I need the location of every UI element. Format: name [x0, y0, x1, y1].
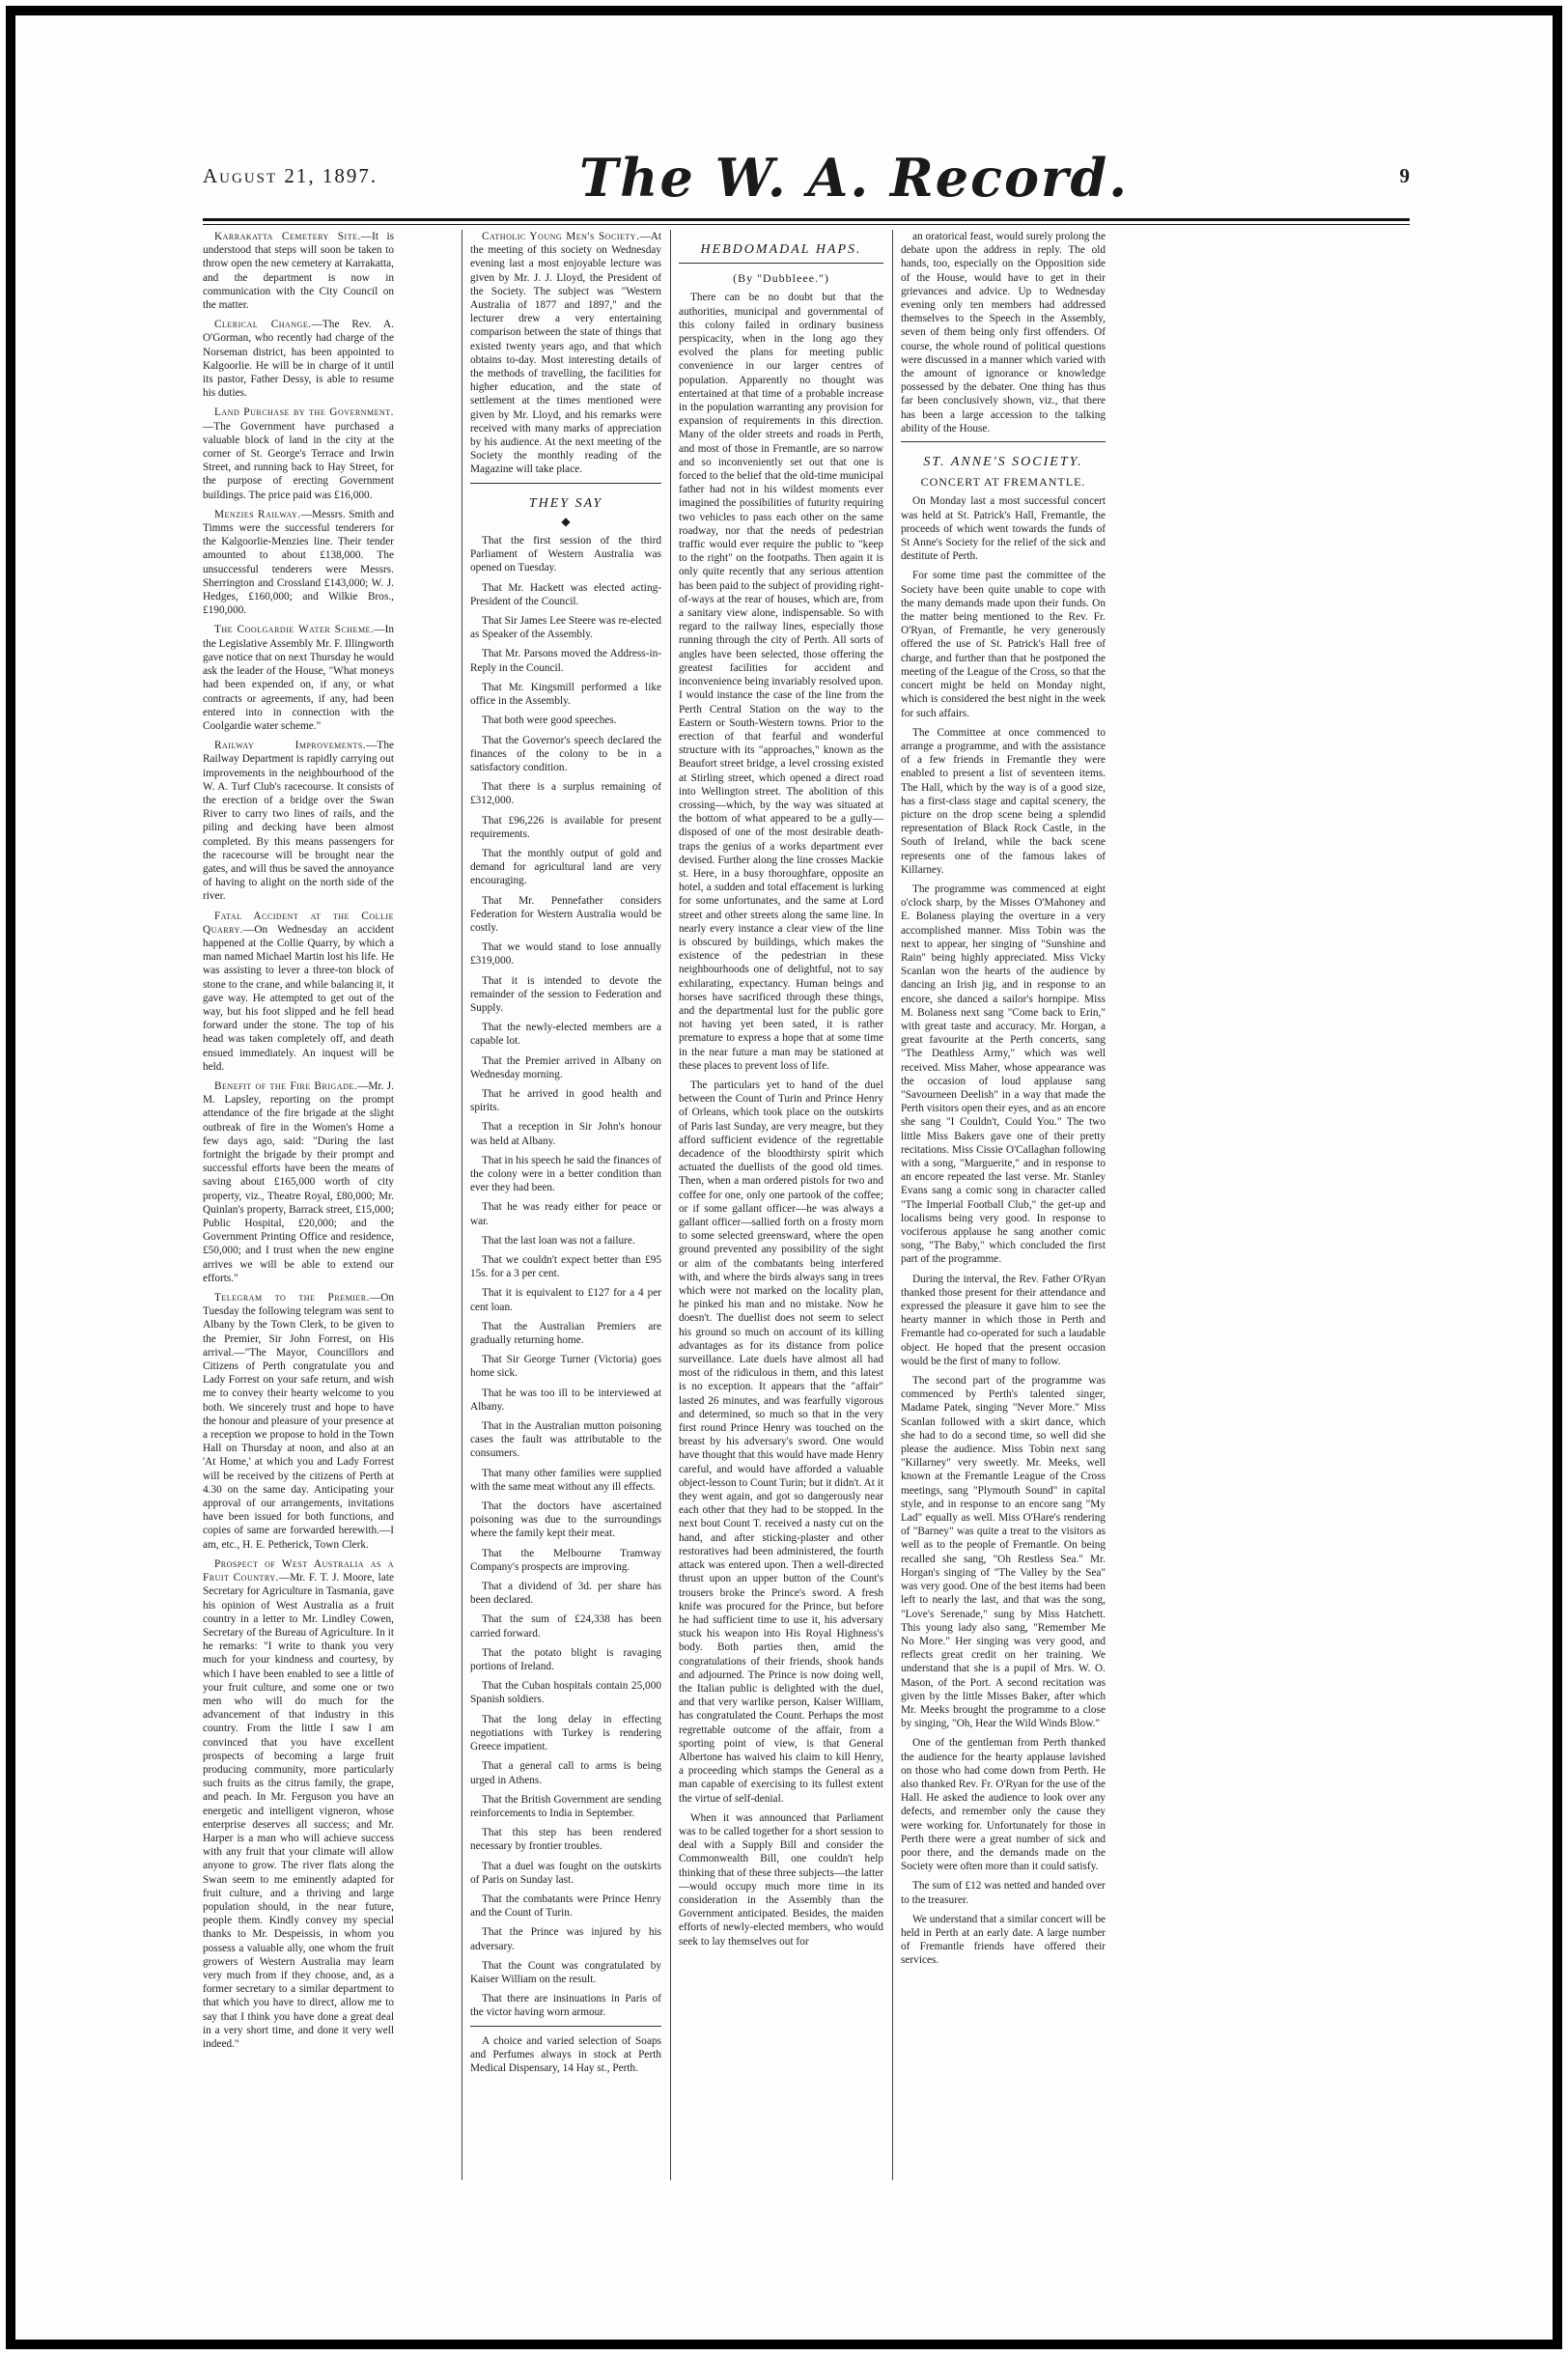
they-say-item: That both were good speeches. — [482, 715, 617, 727]
they-say-item: That we would stand to lose annually £319,000. — [470, 941, 661, 967]
they-say-item: That we couldn't expect better than £95 15s. for a 3 per cent. — [470, 1254, 661, 1280]
section-heading: ST. ANNE'S SOCIETY. — [923, 455, 1083, 470]
news-item-text: —At the meeting of this society on Wednesday evening last a most enjoyable lecture was given by Mr. J. J. Lloyd, the President of the Society. The subject was "Western Australia of 1877 and 1897," and the lecturer drew a very entertaining comparison between the state of things that existed twenty years ago, and that which obtains to-day. Most interesting details of the methods of travelling, the facilities for higher education, and the state of settlement at the times mentioned were given by Mr. Lloyd, and his remarks were received with many marks of appreciation by his audience. At the next meeting of the Society the monthly reading of the Magazine will take place. — [470, 231, 661, 476]
they-say-item: That Mr. Hackett was elected acting-President of the Council. — [470, 581, 661, 607]
they-say-item: That the monthly output of gold and demand for agricultural land are very encouraging. — [470, 847, 661, 887]
newspaper-title: The W. A. Record. — [579, 147, 1130, 209]
section-rule — [470, 2026, 661, 2027]
article-paragraph: The programme was commenced at eight o'clock sharp, by the Misses O'Mahoney and E. Bolaness playing the overture in a very accomplished manner. Miss Tobin was the next to appear, her singing of "Sunshine and Rain" being highly appreciated. Miss Vicky Scanlan won the hearts of the audience by dancing an Irish jig, and in response to an encore, she danced a sailor's hornpipe. Miss M. Bolaness next sang "Come back to Erin," with great taste and accuracy. Mr. Horgan, a great favourite at the Perth concerts, sang "The Deathless Army," which was well received. Miss Maher, whose appearance was the occasion of loud applause sang "Savourneen Deelish" in a way that made the Perth visitors open their eyes, and as an encore she sang "I Couldn't, Could You." The two little Miss Bakers gave one of their pretty recitations. Miss Cissie O'Callaghan following with a song, "Marguerite," and in response to an encore repeated the last verse. Mr. Stanley Evans sang a comic song in character called "The Imperial Football Club," the get-up and localisms being very good. In response to vociferous applause he sang another comic song, "The Baby," which concluded the first part of the programme. — [901, 883, 1106, 1266]
issue-date: August 21, 1897. — [203, 164, 378, 187]
news-item-heading: Fatal Accident at the Collie Quarry. — [203, 910, 394, 936]
column-4 — [901, 230, 1106, 2180]
byline: (By "Dubbleee.") — [733, 271, 829, 286]
article-paragraph: an oratorical feast, would surely prolong the debate upon the address in reply. The old hands, too, especially on the Opposition side of the House, would have to get in their grievances and advice. Up to Wednesday evening only ten members had addressed themselves to the Speech in the Assembly, seven of them being only first offenders. Of course, the whole round of political questions were discussed in a manner which varied with the amount of ignorance or knowledge possessed by the debater. One thing has thus far been conclusively shown, viz., that there has been a large accession to the talking ability of the House. — [901, 231, 1106, 435]
they-say-item: That there is a surplus remaining of £312,000. — [470, 781, 661, 807]
article-paragraph: For some time past the committee of the Society have been quite unable to cope with the many demands made upon their funds. On the matter being mentioned to the Rev. Fr. O'Ryan, of Fremantle, he very generously offered the use of St. Patrick's Hall free of charge, and further than that he postponed the meeting of the League of the Cross, so that the concert might be held on Monday night, which is considered the best night in the week for such affairs. — [901, 570, 1106, 719]
section-heading: THEY SAY — [528, 495, 603, 511]
article-paragraph: On Monday last a most successful concert was held at St. Patrick's Hall, Fremantle, the proceeds of which went towards the funds of St Anne's Society for the relief of the sick and destitute of Perth. — [901, 495, 1106, 563]
news-item-heading: Telegram to the Premier. — [214, 1292, 370, 1304]
they-say-item: That it is intended to devote the remainder of the session to Federation and Supply. — [470, 974, 661, 1014]
news-item — [203, 318, 394, 400]
article-paragraph: The sum of £12 was netted and handed over to the treasurer. — [901, 1880, 1106, 1906]
column-3 — [679, 230, 883, 2180]
news-item-heading: Karrakatta Cemetery Site. — [214, 231, 361, 242]
they-say-item: That the long delay in effecting negotiations with Turkey is rendering Greece impatient. — [470, 1713, 661, 1753]
they-say-item: That the Melbourne Tramway Company's prospects are improving. — [470, 1547, 661, 1573]
they-say-item: That £96,226 is available for present requirements. — [470, 814, 661, 840]
they-say-item: That a duel was fought on the outskirts of Paris on Sunday last. — [470, 1860, 661, 1886]
section-rule — [901, 441, 1106, 442]
they-say-item: That the newly-elected members are a capable lot. — [470, 1022, 661, 1048]
masthead-rule-thin — [203, 224, 1410, 225]
news-item-heading: Clerical Change. — [214, 319, 312, 331]
they-say-item: That it is equivalent to £127 for a 4 per cent loan. — [470, 1287, 661, 1313]
section-rule — [679, 263, 883, 264]
they-say-item: That Mr. Parsons moved the Address-in-Reply in the Council. — [470, 648, 661, 674]
they-say-item: That the Australian Premiers are gradually returning home. — [470, 1320, 661, 1347]
they-say-item: That Sir George Turner (Victoria) goes home sick. — [470, 1354, 661, 1380]
news-item — [470, 230, 661, 477]
they-say-item: That the Count was congratulated by Kaiser William on the result. — [470, 1959, 661, 1985]
they-say-item: That the first session of the third Parliament of Western Australia was opened on Tuesday. — [470, 535, 661, 575]
they-say-item: That he was too ill to be interviewed at Albany. — [470, 1387, 661, 1413]
they-say-item: That the British Government are sending reinforcements to India in September. — [470, 1793, 661, 1819]
they-say-item: That a general call to arms is being urged in Athens. — [470, 1760, 661, 1786]
article-paragraph: The Committee at once commenced to arrange a programme, and with the assistance of a few friends in Fremantle they were enabled to present a list of seventeen items. The Hall, which by the way is of a good size, has a first-class stage and capital scenery, the picture on the drop scene being a splendid representation of Black Rock Castle, in the South of Ireland, while the back scene represents one of the famous lakes of Killarney. — [901, 726, 1106, 876]
they-say-item: That he was ready either for peace or war. — [470, 1201, 661, 1227]
they-say-item: That the Governor's speech declared the finances of the colony to be in a satisfactory condition. — [470, 734, 661, 773]
section-subheading: CONCERT AT FREMANTLE. — [920, 475, 1086, 490]
they-say-item: That Sir James Lee Steere was re-elected as Speaker of the Assembly. — [470, 615, 661, 641]
column-1 — [203, 230, 394, 2180]
article-paragraph: There can be no doubt but that the authorities, municipal and governmental of this colony failed in ordinary business perspicacity, when in the long ago they evolved the plans for meeting public convenience in our larger centres of population. Apparently no thought was entertained at that time of a probable increase in the population warranting any provision for expansion of requirements in this direction. Many of the older streets and roads in Perth, and most of those in Fremantle, are so narrow and so inconveniently set out that one is forced to the belief that the old-time municipal father had not in his wildest moments ever imagined the possibilities of futurity requiring two vehicles to pass each other on the same roadway, nor that the needs of pedestrian traffic would ever require the public to "keep to the right" on the footpaths. Then again it is only quite recently that any serious attention has been paid to the subject of providing right-of-ways at the rear of houses, which are, from a sanitary view alone, indispensable. So with regard to the railway lines, especially those running through the city of Perth. All sorts of angles have been selected, those offering the greatest facilities for accident and inconvenience being invariably resolved upon. I would instance the case of the line from the Perth Central Station on the way to the Eastern or South-Western towns. Prior to the erection of that fearful and wonderful structure with its "approaches," known as the Beaufort street bridge, a level crossing existed at Stirling street, which opened a direct road into Wellington street. The abolition of this crossing—which, by the way was situated at the bottom of what appeared to be a gully—disposed of one of the most desirable death-traps the genius of a works department ever devised. Further along the line crosses Mackie st. Here, in a busy thoroughfare, opposite an hotel, a sudden and total effacement is lurking for some unfortunates, and the same at Lord street and other streets along the same line. In nearly every instance a clear view of the line is obscured by buildings, which makes the existence of the pedestrian in these neighbourhoods one of delightful, not to say exhilarating, expectancy. Human beings and horses have sacrificed through these things, and the departmental lust for the public gore not having yet been sated, it is rather premature to express a hope that at some time in the near future a man may be stationed at these places to prevent loss of life. — [679, 292, 883, 1072]
they-say-item: That the Premier arrived in Albany on Wednesday morning. — [470, 1054, 661, 1080]
news-item — [203, 1079, 394, 1285]
news-item — [203, 1557, 394, 2051]
they-say-item: That Mr. Kingsmill performed a like office in the Assembly. — [470, 681, 661, 708]
they-say-item: That in the Australian mutton poisoning cases the fault was attributable to the consumers. — [470, 1420, 661, 1460]
news-item-heading: The Coolgardie Water Scheme. — [214, 624, 375, 636]
they-say-item: That there are insinuations in Paris of the victor having worn armour. — [470, 1993, 661, 2019]
they-say-item: That a dividend of 3d. per share has been declared. — [470, 1581, 661, 1607]
news-item-text: —The Government have purchased a valuable block of land in the city at the corner of St. George's Terrace and Irwin Street, and running back to Hay Street, for the purpose of erecting Government buildings. The price paid was £16,000. — [203, 420, 394, 501]
they-say-item: That the combatants were Prince Henry and the Count of Turin. — [470, 1892, 661, 1920]
they-say-item: That many other families were supplied with the same meat without any ill effects. — [470, 1467, 661, 1493]
news-item-heading: Catholic Young Men's Society. — [482, 231, 640, 242]
news-item — [203, 910, 394, 1074]
news-item — [203, 230, 394, 312]
they-say-item: That Mr. Pennefather considers Federation for Western Australia would be costly. — [470, 894, 661, 934]
news-item-heading: Land Purchase by the Government. — [214, 407, 394, 419]
article-paragraph: One of the gentleman from Perth thanked the audience for the hearty applause lavished on those who had come down from Perth. He also thanked Rev. Fr. O'Ryan for the use of the Hall. He asked the audience to look over any defects, and remember only the cause they were working for. Unfortunately for those in Perth there were a great number of sick and poor there, and the demands made on the Society were often more than it could satisfy. — [901, 1737, 1106, 1873]
news-item-text: —In the Legislative Assembly Mr. F. Illingworth gave notice that on next Thursday he would ask the leader of the House, "What moneys had been expended on, if any, or what contracts or agreements, if any, had been entered into in connection with the Coolgardie water scheme." — [203, 624, 394, 732]
news-item-text: —It is understood that steps will soon be taken to throw open the new cemetery at Karrakatta, and the department is now in communication with the City Council on the matter. — [203, 231, 394, 312]
section-heading: HEBDOMADAL HAPS. — [700, 242, 862, 257]
column-divider — [670, 230, 671, 2180]
page-number: 9 — [1399, 164, 1410, 187]
they-say-item: That a reception in Sir John's honour was held at Albany. — [470, 1121, 661, 1147]
news-item-text: —On Tuesday the following telegram was sent to Albany by the Town Clerk, to be given to the Premier, Sir John Forrest, on His arrival.—"The Mayor, Councillors and Citizens of Perth congratulate you and Lady Forrest on your safe return, and wish me to convey their hearty welcome to you both. We sincerely trust and hope to have the honour and pleasure of your presence at a reception we propose to hold in the Town Hall on Thursday at noon, and also at an 'At Home,' at which you and Lady Forrest will be received by the citizens of Perth at 4.30 on the same day. Anticipating your approval of our arrangements, invitations have been issued for both functions, and copies of same are forwarded herewith.—I am, etc., H. E. Petherick, Town Clerk. — [203, 1292, 394, 1551]
they-say-item: That he arrived in good health and spirits. — [470, 1087, 661, 1114]
column-divider — [892, 230, 893, 2180]
section-rule — [470, 483, 661, 484]
article-paragraph: When it was announced that Parliament was to be called together for a short session to deal with a Supply Bill and consider the Commonwealth Bill, one couldn't help thinking that of these three subjects—the latter—would occupy much more time in its consideration in the Assembly than the Government anticipated. Besides, the maiden efforts of newly-elected members, who would seek to lay themselves out for — [679, 1811, 883, 1948]
they-say-item: That the last loan was not a failure. — [482, 1234, 635, 1247]
they-say-item: That the potato blight is ravaging portions of Ireland. — [470, 1646, 661, 1673]
news-item — [203, 406, 394, 501]
they-say-item: That this step has been rendered necessary by frontier troubles. — [470, 1827, 661, 1853]
news-item-heading: Benefit of the Fire Brigade. — [214, 1079, 358, 1092]
news-item-heading: Prospect of West Australia as a Fruit Country. — [203, 1557, 394, 1584]
article-paragraph: The particulars yet to hand of the duel between the Count of Turin and Prince Henry of Orleans, which took place on the outskirts of Paris last Sunday, are very meagre, but they afford sufficient evidence of the regrettable decadence of the bloodthirsty spirit which actuated the duellists of the good old times. Then, when a man ordered pistols for two and coffee for one, only one partook of the coffee; or if some gallant officer—he was always a gallant officer—sallied forth on a frosty morn to some selected greensward, where the open ground prevented any possibility of the sight or aim of the combatants being interfered with, and where the birds always sang in trees which were not marked on the locality plan, he pinked his man and no mistake. Now he doesn't. The duellist does not seem to select his ground so much on account of its killing advantages as for its distance from police surveillance. Late duels have almost all had most of the ridiculous in them, and this latest is no exception. It appears that the "affair" lasted 26 minutes, and was fearfully vigorous and determined, so much so that in the very first round Prince Henry was touched on the breast by his adversary's sword. One would have thought that this would have made Henry careful, and would have afforded a valuable object-lesson to Count Turin; but it didn't. At it they went again, and got so dangerously near each other that they had to be stopped. In the next bout Count T. received a nasty cut on the hand, and after sticking-plaster and other restoratives had been administered, the fourth attack was entered upon. Then a well-directed thrust upon an upper button of the Count's trousers broke the Prince's sword. A fresh knife was procured for the Prince, but before he had sufficient time to use it, his adversary stuck his weapon into His Royal Highness's body. Both parties then, amid the congratulations of their friends, shook hands and adjourned. The Prince is now doing well, the Italian public is delighted with the duel, and that very warlike person, Kaiser William, has congratulated the Count. Perhaps the most regrettable outcome of the affair, from a sporting point of view, is that General Albertone has waived his claim to kill Henry, a proceeding which stamps the General as a man capable of exercising to its fullest extent the virtue of self-denial. — [679, 1079, 883, 1805]
they-say-item: That in his speech he said the finances of the colony were in a better condition than ever they had been. — [470, 1154, 661, 1194]
news-item-heading: Menzies Railway. — [214, 508, 301, 520]
article-paragraph: During the interval, the Rev. Father O'Ryan thanked those present for their attendance and expressed the pleasure it gave him to see the hearty manner in which those in Perth and Fremantle had co-operated for such a laudable object. He hoped that the present occasion would be the first of many to follow. — [901, 1273, 1106, 1367]
advertisement: A choice and varied selection of Soaps and Perfumes always in stock at Perth Medical Dispensary, 14 Hay st., Perth. — [470, 2034, 661, 2074]
news-item-text: —Mr. F. T. J. Moore, late Secretary for Agriculture in Tasmania, gave his opinion of West Australia as a fruit country in a letter to Mr. Lindley Cowen, Secretary of the Bureau of Agriculture. In it he remarks: "I write to thank you very much for your kindness and courtesy, by which I have been enabled to see a little of your fruit culture, and some one or two men who will do much for the advancement of that industry in this country. From the little I saw I am convinced that you have excellent prospects of becoming a large fruit producing community, more particularly such fruits as the citrus family, the grape, and peach. In Mr. Ferguson you have an energetic and intelligent vigneron, whose enterprise deserves all success; and Mr. Harper is a man who will achieve success with any fruit that your climate will allow anyone to grow. The river flats along the Swan seem to me eminently adapted for fruit culture, and a thriving and large population should, in the near future, people them. Kindly convey my special thanks to Mr. Despeissis, in whom you possess a valuable ally, one whom the fruit growers of Western Australia may learn very much from if they choose, and, as a former secretary to a similar department to that which you have to direct, allow me to say that I think you have done a great deal in a very short time, and done it very well indeed." — [203, 1572, 394, 2050]
news-item-text: —The Railway Department is rapidly carrying out improvements in the neighbourhood of the W. A. Turf Club's racecourse. It consists of the erection of a bridge over the Swan River to carry two lines of rails, and the piling and decking have been almost completed. By this means passengers for the racecourse will be brought near the gates, and will thus be saved the annoyance of having to alight on the north side of the river. — [203, 740, 394, 903]
news-item — [203, 739, 394, 903]
news-item-heading: Railway Improvements. — [214, 740, 367, 752]
they-say-item: That the doctors have ascertained poisoning was due to the surroundings where the family kept their meat. — [470, 1500, 661, 1540]
they-say-item: That the sum of £24,338 has been carried forward. — [470, 1613, 661, 1640]
article-paragraph: We understand that a similar concert will be held in Perth at an early date. A large number of Fremantle friends have offered their services. — [901, 1913, 1106, 1967]
news-item — [203, 508, 394, 618]
news-item — [203, 1291, 394, 1552]
article-paragraph: The second part of the programme was commenced by Perth's talented singer, Madame Patek, singing "Never More." Miss Scanlan followed with a skirt dance, which she had to do a second time, so well did she please the audience. Miss Tobin next sang "Killarney" very sweetly. Mr. Meeks, well known at the Fremantle League of the Cross meetings, sang "Plymouth Sound" in capital style, and in response to an encore sang "My Lad" equally as well. Miss O'Hare's rendering of "Barney" was quite a treat to the visitors as well as to the people of Fremantle. On being recalled she sang, "Oh Restless Sea." Mr. Horgan's singing of "The Valley by the Sea" was very good. One of the best items had been left to nearly the last, and that was the song, "Love's Serenade," sung by Miss Hatchett. This young lady also sang, "Remember Me No More." Her singing was very good, and reflects great credit on her training. We understand that she is a pupil of Mrs. W. O. Mason, of the Port. A second recitation was given by the little Misses Baker, after which Mr. Meeks brought the programme to a close by singing, "Oh, Hear the Wild Winds Blow." — [901, 1375, 1106, 1730]
masthead — [203, 145, 1410, 212]
ornament-icon: ◆ — [561, 514, 571, 528]
they-say-item: That the Prince was injured by his adversary. — [470, 1926, 661, 1952]
news-item-text: —Mr. J. M. Lapsley, reporting on the prompt attendance of the fire brigade at the slight outbreak of fire in the Women's Home a few days ago, said: "During the last fortnight the brigade by their prompt and successful efforts have been the means of saving about £165,000 worth of city property, viz., Theatre Royal, £80,000; Mr. Quinlan's property, Barrack street, £15,000; Public Hospital, £20,000; and the Government Printing Office and residence, £50,000; and I trust when the new engine arrives we will be able to extend our efforts." — [203, 1079, 394, 1284]
news-item-text: —The Rev. A. O'Gorman, who recently had charge of the Norseman district, has been appointed to Kalgoorlie. He will be in charge of it until its pastor, Father Dessy, is able to resume his duties. — [203, 319, 394, 400]
column-2 — [470, 230, 661, 2180]
news-item-text: —On Wednesday an accident happened at the Collie Quarry, by which a man named Michael Martin lost his life. He was assisting to lever a three-ton block of stone to the crane, and while balancing it, it gave way. He attempted to get out of the way, but his foot slipped and he fell head forward under the stone. The top of his head was taken completely off, and death ensued immediately. An inquest will be held. — [203, 923, 394, 1073]
news-item-text: —Messrs. Smith and Timms were the successful tenderers for the Kalgoorlie-Menzies line. Their tender amounted to about £138,000. The unsuccessful tenderers were Messrs. Sherrington and Crossland £143,000; W. J. Hedges, £160,000; and Wilkie Bros., £190,000. — [203, 508, 394, 617]
they-say-item: That the Cuban hospitals contain 25,000 Spanish soldiers. — [470, 1680, 661, 1706]
news-item — [203, 623, 394, 733]
masthead-rule — [203, 218, 1410, 221]
